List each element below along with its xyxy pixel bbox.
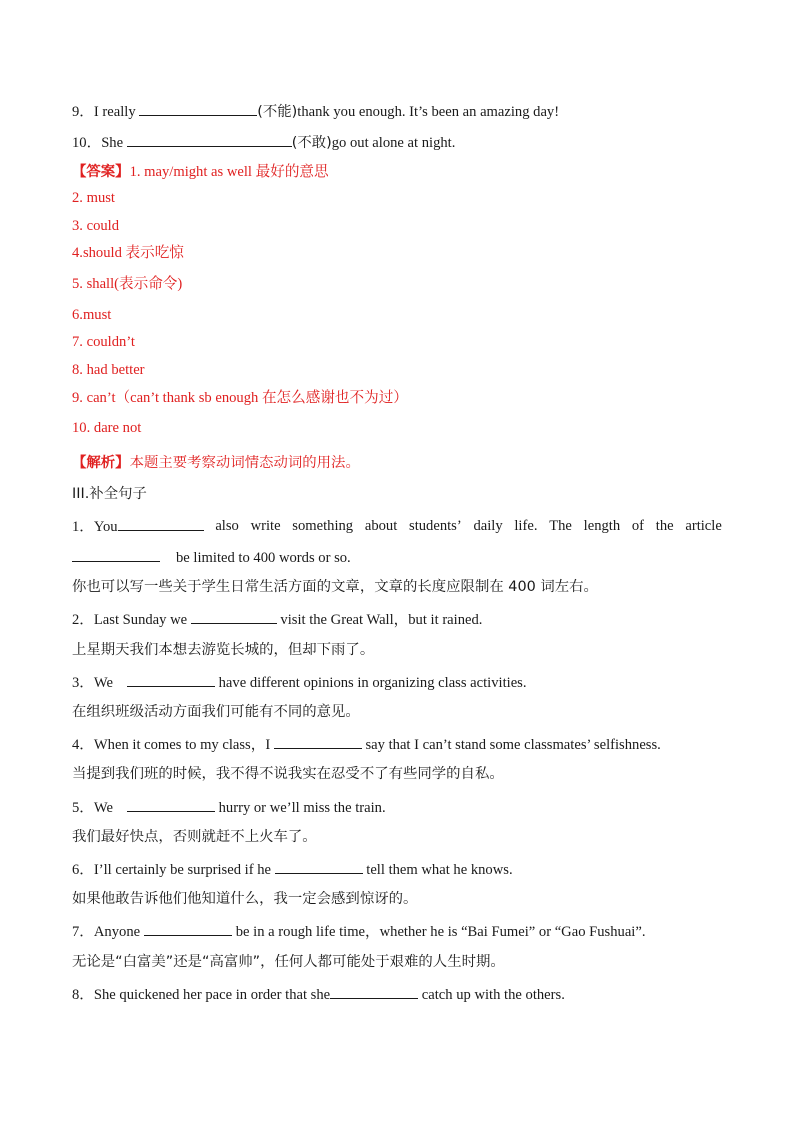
- exercise-9-hint: (不能): [257, 104, 298, 120]
- exercise-9-blank[interactable]: [139, 101, 257, 116]
- answer-line-10: 10. dare not: [72, 420, 142, 436]
- sentence-1-word: You: [93, 519, 118, 535]
- sentence-1-word: length: [583, 518, 621, 534]
- sentence-7-suffix: be in a rough life time，whether he is “Bai Fumei” or “Gao Fushuai”.: [235, 924, 646, 940]
- exercise-10-hint: (不敢): [291, 135, 332, 151]
- exercise-10-prefix: 10．She: [72, 135, 127, 151]
- sentence-2-prefix: 2．Last Sunday we: [72, 612, 191, 628]
- sentence-6-prefix: 6．I’ll certainly be surprised if he: [72, 862, 275, 878]
- answer-line-9: 9. can’t（can’t thank sb enough 在怎么感谢也不为过）: [72, 390, 408, 406]
- sentence-4-translation: 当提到我们班的时候，我不得不说我实在忍受不了有些同学的自私。: [72, 766, 504, 782]
- answer-line-2: 2. must: [72, 190, 115, 206]
- sentence-1-word: the: [655, 518, 674, 534]
- sentence-8-prefix: 8．She quickened her pace in order that she: [72, 987, 331, 1003]
- sentence-4-prefix: 4．When it comes to my class，I: [72, 737, 274, 753]
- sentence-1-word: also: [215, 518, 239, 534]
- sentence-1-word: article: [685, 518, 722, 534]
- sentence-1-lead: [72, 516, 204, 537]
- sentence-1-word: write: [250, 518, 281, 534]
- sentence-3-translation: 在组织班级活动方面我们可能有不同的意见。: [72, 704, 360, 720]
- sentence-4-suffix: say that I can’t stand some classmates’ selfishness.: [361, 737, 661, 753]
- answer-line-8: 8. had better: [72, 362, 145, 378]
- answer-item-1: 1. may/might as well 最好的意思: [129, 164, 329, 180]
- exercise-10-suffix: go out alone at night.: [331, 135, 456, 151]
- sentence-8-suffix: catch up with the others.: [418, 987, 565, 1003]
- sentence-1-word: students’: [409, 518, 462, 534]
- sentence-6: [72, 859, 513, 880]
- sentence-8: [72, 984, 565, 1005]
- analysis-line: [72, 453, 360, 473]
- sentence-5-blank[interactable]: [127, 797, 215, 812]
- sentence-7-blank[interactable]: [144, 921, 232, 936]
- sentence-4: [72, 734, 661, 755]
- answer-line-1: [72, 162, 329, 182]
- exercise-9: [72, 101, 559, 122]
- exercise-9-prefix: 9．I really: [72, 104, 140, 120]
- answer-label: 【答案】: [72, 164, 130, 180]
- sentence-5-translation: 我们最好快点，否则就赶不上火车了。: [72, 829, 317, 845]
- sentence-2-suffix: visit the Great Wall，but it rained.: [276, 612, 483, 628]
- sentence-4-blank[interactable]: [274, 734, 362, 749]
- answer-line-5: 5. shall(表示命令): [72, 276, 183, 292]
- sentence-6-translation: 如果他敢告诉他们他知道什么，我一定会感到惊讶的。: [72, 891, 418, 907]
- sentence-1-number: 1．: [72, 519, 94, 535]
- sentence-5-suffix: hurry or we’ll miss the train.: [218, 800, 386, 816]
- sentence-1-line-1: [72, 516, 722, 537]
- answer-line-3: 3. could: [72, 218, 120, 234]
- sentence-1-word: life.: [514, 518, 538, 534]
- sentence-1-word: The: [549, 518, 572, 534]
- sentence-1-line-2: [72, 547, 351, 568]
- sentence-6-blank[interactable]: [275, 859, 363, 874]
- exercise-10-blank[interactable]: [127, 132, 292, 147]
- analysis-label: 【解析】: [72, 455, 130, 471]
- sentence-1-word: of: [631, 518, 645, 534]
- sentence-7-translation: 无论是“白富美”还是“高富帅”，任何人都可能处于艰难的人生时期。: [72, 954, 505, 970]
- sentence-3-prefix: 3．We: [72, 675, 117, 691]
- sentence-1-suffix: be limited to 400 words or so.: [176, 550, 351, 566]
- sentence-3: [72, 672, 527, 693]
- sentence-1-blank-1[interactable]: [118, 516, 204, 531]
- section-title: III.补全句子: [72, 486, 147, 502]
- answer-line-4: 4.should 表示吃惊: [72, 245, 184, 261]
- sentence-1-translation: 你也可以写一些关于学生日常生活方面的文章，文章的长度应限制在 400 词左右。: [72, 579, 598, 595]
- sentence-6-suffix: tell them what he knows.: [362, 862, 513, 878]
- answer-line-7: 7. couldn’t: [72, 334, 135, 350]
- sentence-3-blank[interactable]: [127, 672, 215, 687]
- sentence-3-suffix: have different opinions in organizing class activities.: [218, 675, 527, 691]
- sentence-7-prefix: 7．Anyone: [72, 924, 144, 940]
- sentence-1-word: something: [292, 518, 354, 534]
- sentence-1-blank-2[interactable]: [72, 547, 160, 562]
- analysis-text: 本题主要考察动词情态动词的用法。: [129, 455, 360, 471]
- exercise-10: [72, 132, 455, 153]
- exercise-9-suffix: thank you enough. It’s been an amazing day!: [297, 104, 560, 120]
- sentence-2-translation: 上星期天我们本想去游览长城的，但却下雨了。: [72, 642, 375, 658]
- sentence-2: [72, 609, 482, 630]
- sentence-1-word: about: [364, 518, 398, 534]
- sentence-8-blank[interactable]: [330, 984, 418, 999]
- sentence-5: [72, 797, 386, 818]
- sentence-2-blank[interactable]: [191, 609, 277, 624]
- sentence-1-word: daily: [473, 518, 503, 534]
- sentence-7: [72, 921, 645, 942]
- answer-line-6: 6.must: [72, 307, 112, 323]
- sentence-5-prefix: 5．We: [72, 800, 117, 816]
